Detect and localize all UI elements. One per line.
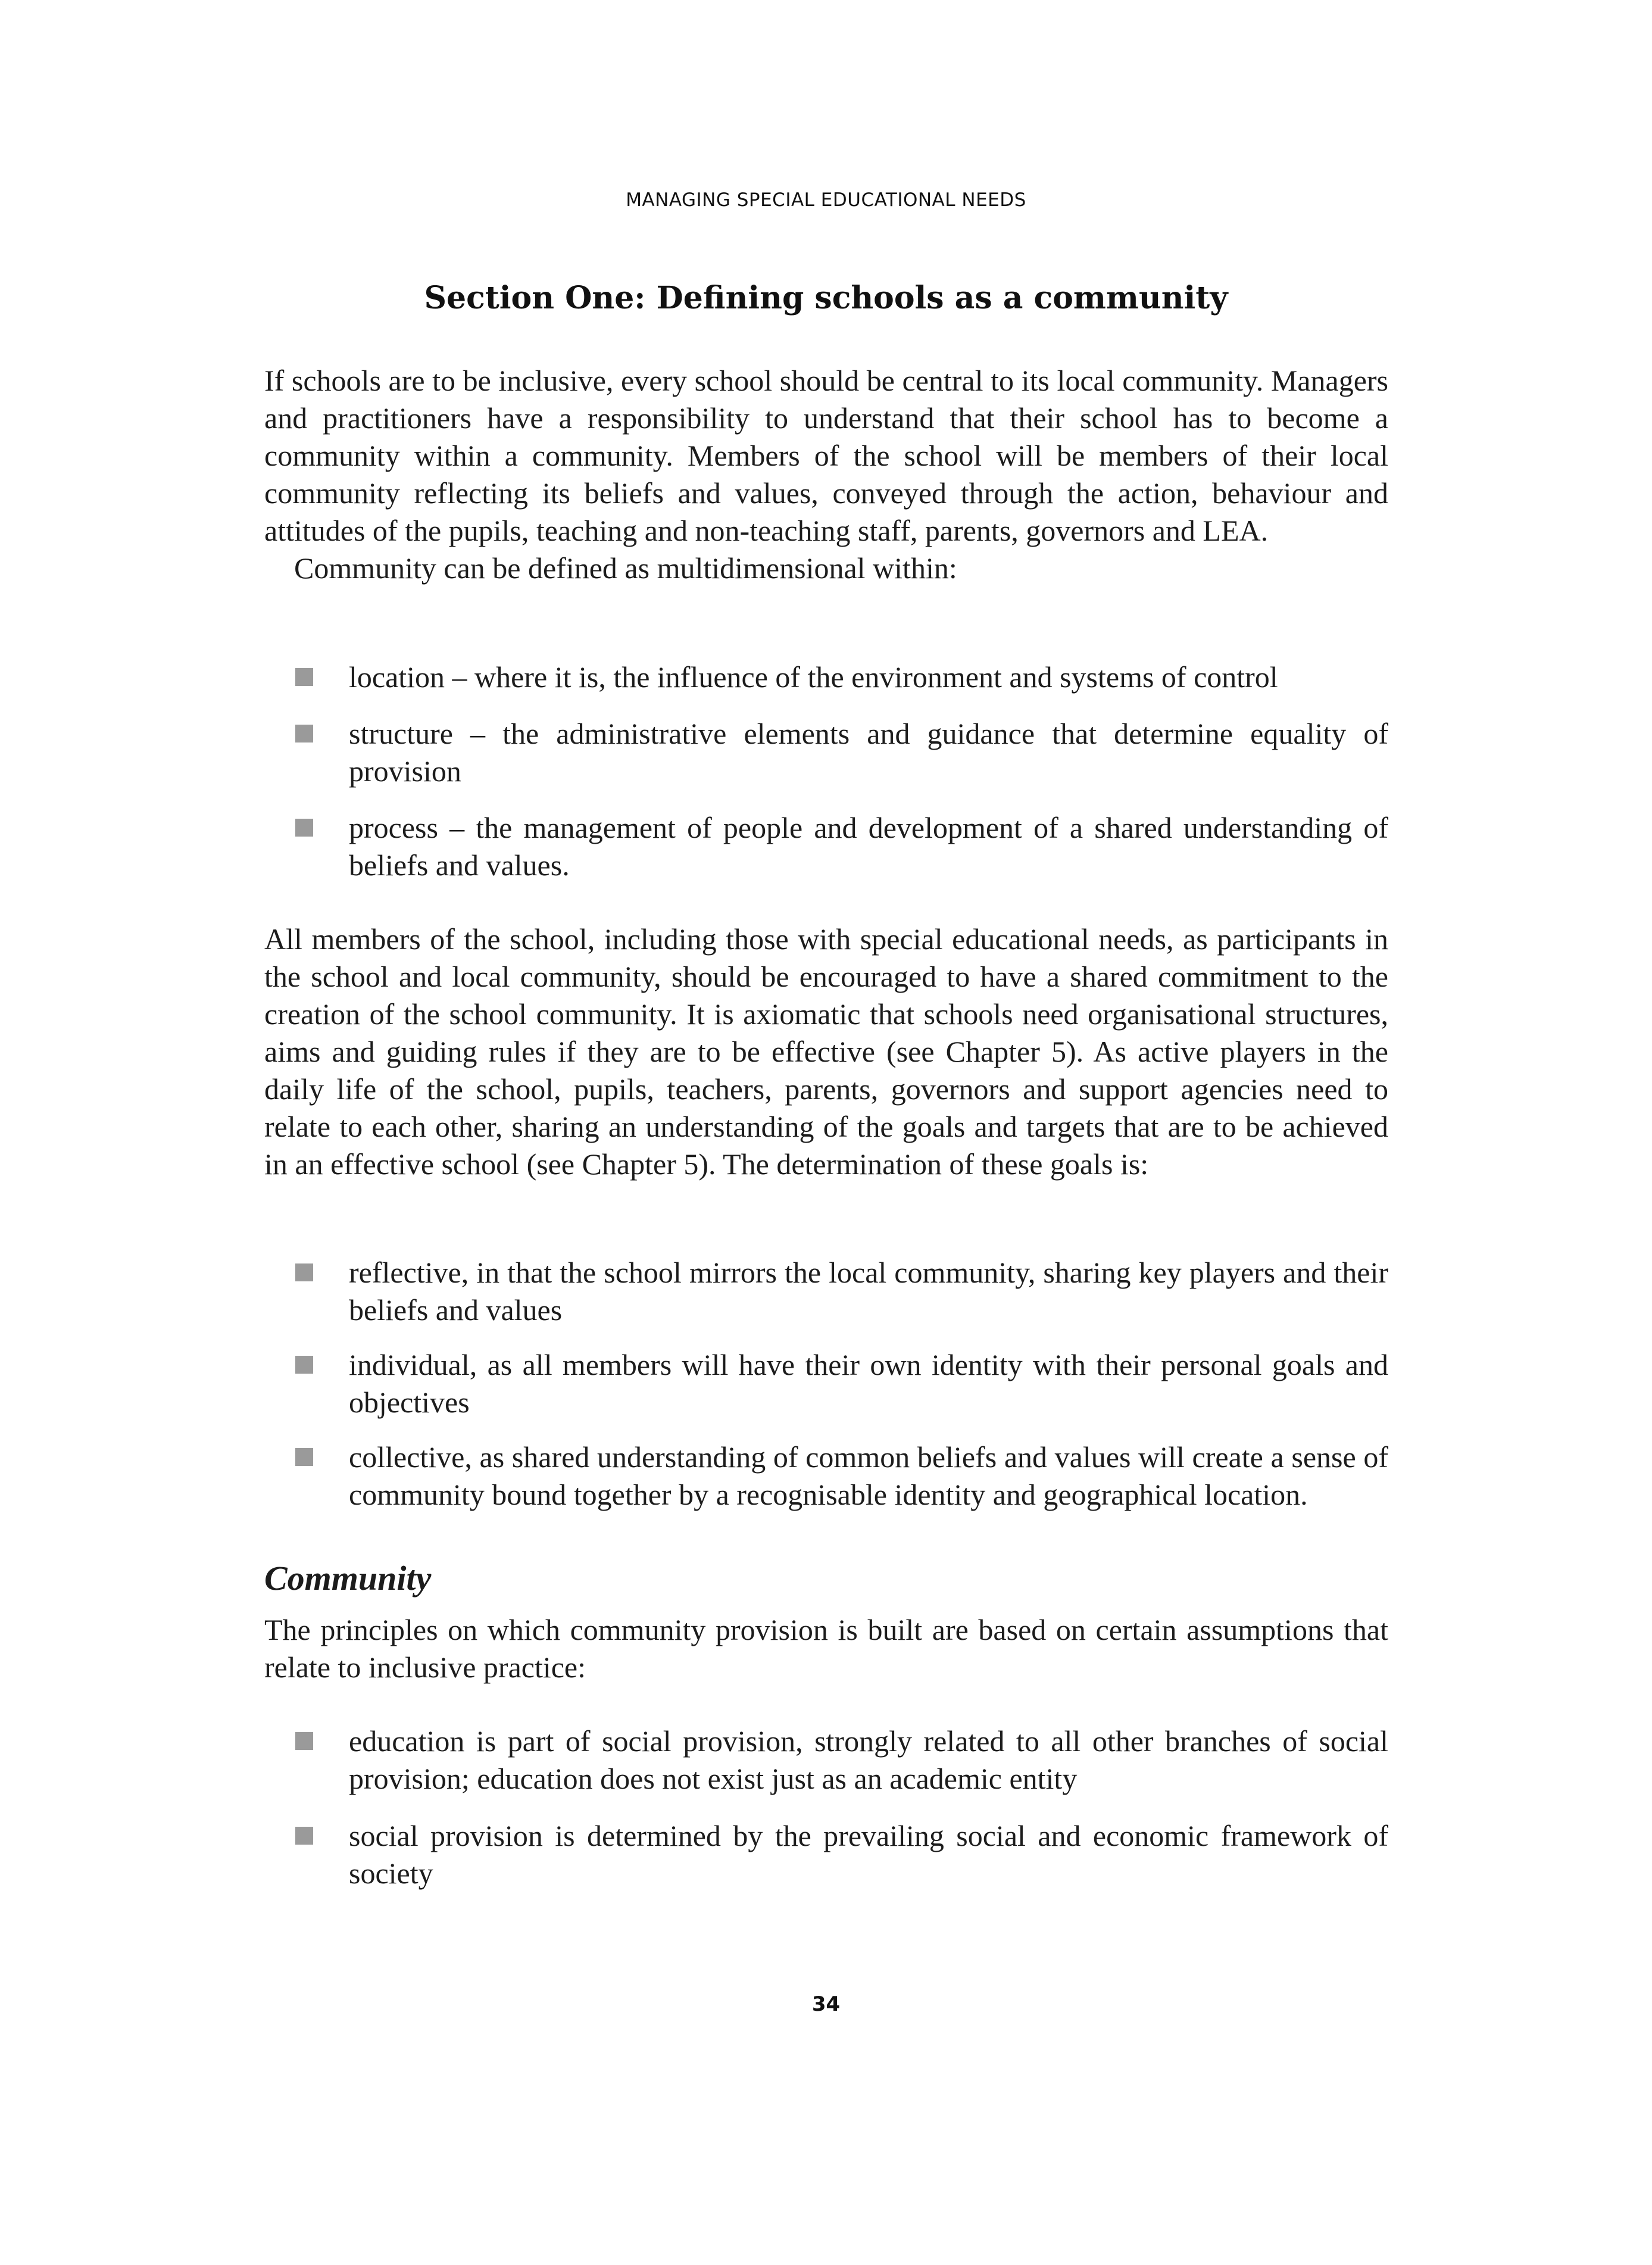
goals-block: [264, 1254, 1388, 1514]
community-lead: Community can be defined as multidimensional within:: [294, 551, 957, 585]
principles-block: [264, 1723, 1388, 1892]
list-item: individual, as all members will have their own identity with their personal goals and objectives: [264, 1346, 1388, 1421]
list-item: location – where it is, the influence of the environment and systems of control: [264, 659, 1388, 696]
list-item: education is part of social provision, strongly related to all other branches of social provision; education does not exist just as an academic entity: [264, 1723, 1388, 1798]
principles-list: [264, 1723, 1388, 1892]
list-item: reflective, in that the school mirrors the local community, sharing key players and their beliefs and values: [264, 1254, 1388, 1329]
square-bullet-icon: [295, 1263, 313, 1281]
square-bullet-icon: [295, 725, 313, 742]
community-heading: Community: [264, 1559, 432, 1598]
community-paragraph-block: [264, 1611, 1388, 1686]
list-item: social provision is determined by the prevailing social and economic framework of society: [264, 1817, 1388, 1892]
intro-paragraph: If schools are to be inclusive, every school should be central to its local community. Managers and practitioners have a responsibility to understand that their school has to become a community within a community. Members of the school will be members of their local community reflecting its beliefs and values, conveyed through the action, behaviour and attitudes of the pupils, teaching and non-teaching staff, parents, governors and LEA.: [264, 364, 1388, 547]
square-bullet-icon: [295, 668, 313, 686]
square-bullet-icon: [295, 1732, 313, 1750]
section-title: Section One: Defining schools as a community: [424, 280, 1228, 316]
square-bullet-icon: [295, 1356, 313, 1374]
community-block: [264, 1558, 1388, 1599]
list-item: structure – the administrative elements and guidance that determine equality of provision: [264, 715, 1388, 790]
dimensions-list: [264, 659, 1388, 884]
list-item: collective, as shared understanding of common beliefs and values will create a sense of community bound together by a recognisable identity and geographical location.: [264, 1439, 1388, 1514]
running-head: MANAGING SPECIAL EDUCATIONAL NEEDS: [626, 189, 1026, 211]
square-bullet-icon: [295, 819, 313, 837]
members-block: [264, 921, 1388, 1183]
square-bullet-icon: [295, 1827, 313, 1845]
intro-block: [264, 362, 1388, 587]
members-paragraph: All members of the school, including those with special educational needs, as participants in the school and local community, should be encouraged to have a shared commitment to the creation of the school community. It is axiomatic that schools need organisational structures, aims and guiding rules if they are to be effective (see Chapter 5). As active players in the daily life of the school, pupils, teachers, parents, governors and support agencies need to relate to each other, sharing an understanding of the goals and targets that are to be achieved in an effective school (see Chapter 5). The determination of these goals is:: [264, 922, 1388, 1181]
goals-list: [264, 1254, 1388, 1514]
list-item: process – the management of people and development of a shared understanding of beliefs and values.: [264, 809, 1388, 884]
dimensions-block: [264, 659, 1388, 884]
page-number: 34: [811, 1992, 841, 2016]
square-bullet-icon: [295, 1448, 313, 1466]
community-paragraph: The principles on which community provision is built are based on certain assumptions that relate to inclusive practice:: [264, 1613, 1388, 1684]
